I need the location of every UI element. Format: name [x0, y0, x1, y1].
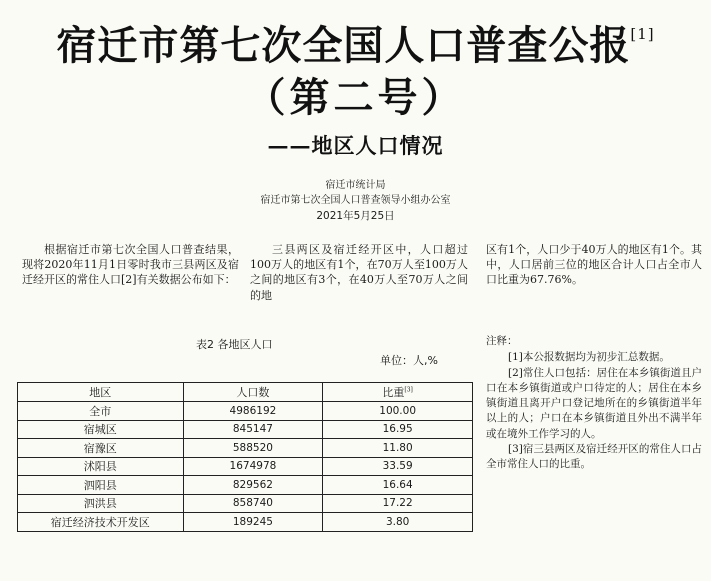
notes-section [486, 334, 702, 473]
header-share [323, 383, 473, 402]
cell-share: 11.80 [323, 439, 473, 458]
body-column-1: 根据宿迁市第七次全国人口普查结果，现将2020年11月1日零时我市三县两区及宿迁经开区的常住人口[2]有关数据公布如下： [22, 243, 239, 287]
cell-population: 189245 [183, 513, 323, 532]
table-row [18, 513, 473, 532]
cell-share: 3.80 [323, 513, 473, 532]
issuer-line-2: 宿迁市第七次全国人口普查领导小组办公室 [260, 195, 451, 206]
header-share-footnote[interactable]: [3] [404, 386, 413, 394]
notes-heading: 注释： [486, 335, 518, 347]
cell-population: 845147 [183, 420, 323, 439]
bulletin-title-text: 宿迁市第七次全国人口普查公报 [56, 22, 631, 69]
bulletin-number: （第二号） [245, 74, 466, 121]
issuer-line-1: 宿迁市统计局 [325, 180, 386, 191]
header-region: 地区 [18, 383, 184, 402]
table-row [18, 402, 473, 421]
note-item: [1]本公报数据均为初步汇总数据。 [508, 351, 670, 364]
note-item: [3]宿三县两区及宿迁经开区的常住人口占全市常住人口的比重。 [486, 443, 702, 471]
cell-share: 100.00 [323, 402, 473, 421]
body-column-2: 三县两区及宿迁经开区中，人口超过100万人的地区有1个，在70万人至100万人之间的地区有3个，在40万人至70万人之间的地 [250, 243, 468, 302]
cell-share: 16.64 [323, 476, 473, 495]
cell-share: 16.95 [323, 420, 473, 439]
cell-population: 588520 [183, 439, 323, 458]
header-population: 人口数 [183, 383, 323, 402]
table-row [18, 476, 473, 495]
cell-region: 宿迁经济技术开发区 [18, 513, 184, 532]
header-share-label: 比重 [382, 386, 405, 399]
body-column-3: 区有1个，人口少于40万人的地区有1个。其中，人口居前三位的地区合计人口占全市人口比重为67.76%。 [486, 243, 702, 287]
note-item: [2]常住人口包括：居住在本乡镇街道且户口在本乡镇街道或户口待定的人；居住在本乡镇街道且离开户口登记地所在的乡镇街道半年以上的人；户口在本乡镇街道且外出不满半年或在境外工作学习的人。 [486, 366, 702, 440]
cell-region: 全市 [18, 402, 184, 421]
table-caption: 表2 各地区人口 [196, 338, 273, 351]
cell-region: 宿城区 [18, 420, 184, 439]
table-row [18, 420, 473, 439]
cell-region: 沭阳县 [18, 457, 184, 476]
cell-region: 宿豫区 [18, 439, 184, 458]
cell-share: 17.22 [323, 494, 473, 513]
title-footnote-marker[interactable]: [1] [630, 24, 655, 43]
bulletin-title [0, 14, 711, 71]
bulletin-subtitle: ——地区人口情况 [267, 133, 444, 158]
table-row [18, 457, 473, 476]
table-header-row [18, 383, 473, 402]
cell-population: 829562 [183, 476, 323, 495]
cell-region: 泗阳县 [18, 476, 184, 495]
table-unit: 单位：人,% [380, 354, 438, 367]
table-row [18, 494, 473, 513]
cell-share: 33.59 [323, 457, 473, 476]
table-row [18, 439, 473, 458]
issue-date: 2021年5月25日 [316, 210, 395, 222]
cell-population: 4986192 [183, 402, 323, 421]
cell-population: 858740 [183, 494, 323, 513]
cell-region: 泗洪县 [18, 494, 184, 513]
population-table [17, 382, 473, 532]
cell-population: 1674978 [183, 457, 323, 476]
